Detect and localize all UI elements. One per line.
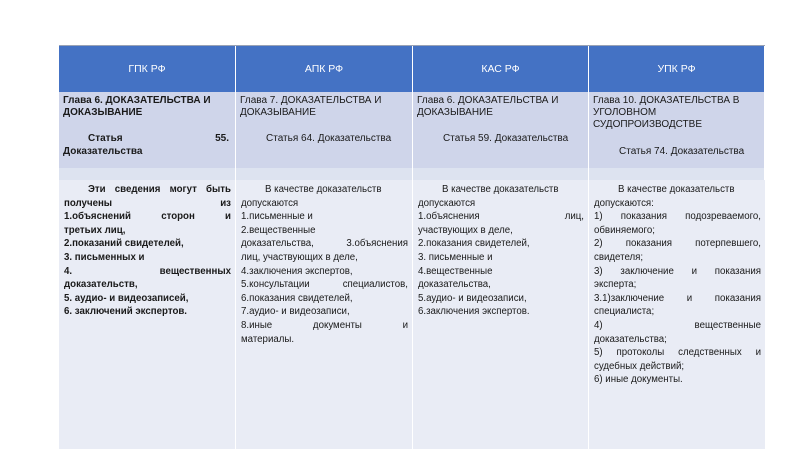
content-cell-apk [236,180,413,449]
law-comparison-table [59,45,765,449]
header-apk: АПК РФ [236,46,413,92]
intro-kas: В качестве доказательств допускаются [418,184,559,209]
list-item: 4.заключения экспертов, [241,265,353,277]
chapter-cell-upk [589,92,765,168]
list-item: 5) протоколы следственных и [594,347,761,359]
article-line-gpk [63,133,231,145]
content-cell-gpk [59,180,236,449]
list-item: 5.аудио- и видеозаписи, [418,292,527,304]
article-apk: Статья 64. Доказательства [266,133,392,145]
separator-cell [589,168,765,180]
list-item: 1.письменные и [241,211,313,223]
list-item: специалиста; [594,306,655,318]
list-item: 1.объяснений сторон и [64,211,231,223]
separator-cell [236,168,413,180]
header-upk: УПК РФ [589,46,765,92]
list-item: 4. вещественных [64,265,231,277]
list-item: 4) вещественные [594,319,761,331]
article-upk: Статья 74. Доказательства [619,145,745,157]
list-item: 3.1)заключение и показания [594,292,761,304]
list-item: 4.вещественные [418,265,493,277]
chapter-title-upk: Глава 10. ДОКАЗАТЕЛЬСТВА В УГОЛОВНОМ СУДОПРОИЗВОДСТВЕ [593,95,740,131]
list-item: свидетеля; [594,251,644,263]
list-item: 6.заключения экспертов. [418,306,530,318]
chapter-cell-gpk [59,92,236,168]
header-gpk: ГПК РФ [59,46,236,92]
content-cell-kas [413,180,589,449]
article-kas: Статья 59. Доказательства [443,133,569,145]
chapter-title-kas: Глава 6. ДОКАЗАТЕЛЬСТВА И ДОКАЗЫВАНИЕ [417,95,559,119]
list-item: 2.вещественные [241,224,316,236]
list-item: доказательства; [594,333,667,345]
list-item: доказательства, 3.объяснения [241,238,408,250]
header-kas: КАС РФ [413,46,589,92]
list-item: третьих лиц, [64,224,126,236]
list-item: судебных действий; [594,360,685,372]
list-item: 3) заключение и показания [594,265,761,277]
article-num-gpk: 55. [215,133,229,145]
article-rest-gpk: Доказательства [63,145,143,157]
list-item: 2.показания свидетелей, [418,238,530,250]
list-item: материалы. [241,333,295,345]
list-item: 3. письменные и [418,251,493,263]
list-item: лиц, участвующих в деле, [241,251,358,263]
list-item: 1) показания подозреваемого, [594,211,761,223]
list-item: 6. заключений экспертов. [64,306,188,318]
list-item: 8.иные документы и [241,319,408,331]
chapter-cell-apk [236,92,413,168]
intro-gpk: Эти сведения могут быть получены из [64,184,231,209]
list-item: обвиняемого; [594,224,655,236]
list-item: доказательства, [418,279,491,291]
chapter-cell-kas [413,92,589,168]
separator-cell [413,168,589,180]
list-item: 6) иные документы. [594,374,683,386]
intro-upk: В качестве доказательств допускаются: [594,184,735,209]
list-item: 1.объяснения лиц, [418,211,584,223]
separator-cell [59,168,236,180]
content-cell-upk [589,180,765,449]
list-item: участвующих в деле, [418,224,513,236]
list-item: доказательств, [64,279,138,291]
list-item: 2.показаний свидетелей, [64,238,184,250]
list-item: эксперта; [594,279,637,291]
article-word-gpk: Статья [88,133,123,145]
chapter-title-apk: Глава 7. ДОКАЗАТЕЛЬСТВА И ДОКАЗЫВАНИЕ [240,95,382,119]
list-item: 5.консультации специалистов, [241,279,408,291]
intro-apk: В качестве доказательств допускаются [241,184,382,209]
list-item: 5. аудио- и видеозаписей, [64,292,189,304]
list-item: 7.аудио- и видеозаписи, [241,306,350,318]
list-item: 2) показания потерпевшего, [594,238,761,250]
chapter-title-gpk: Глава 6. ДОКАЗАТЕЛЬСТВА И ДОКАЗЫВАНИЕ [63,95,211,119]
list-item: 3. письменных и [64,251,145,263]
list-item: 6.показания свидетелей, [241,292,353,304]
